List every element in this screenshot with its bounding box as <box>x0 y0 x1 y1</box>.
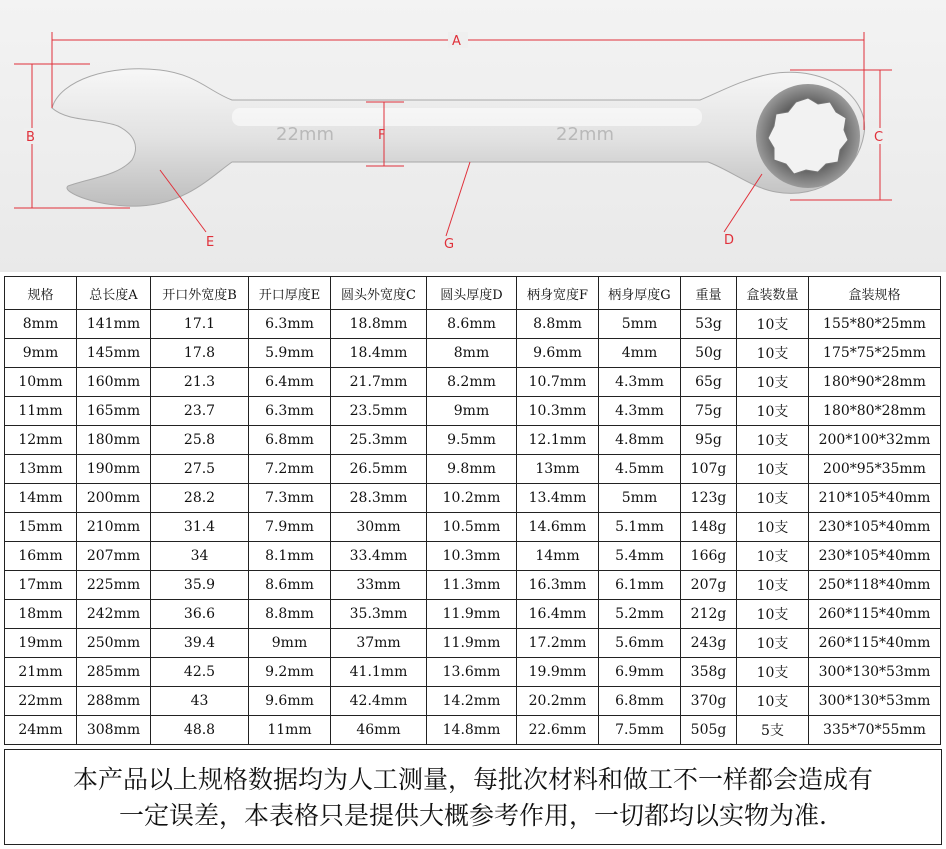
table-cell: 6.9mm <box>599 658 681 687</box>
table-cell: 300*130*53mm <box>809 658 941 687</box>
table-cell: 358g <box>681 658 737 687</box>
dimension-label-a: A <box>452 34 461 49</box>
wrench-diagram <box>0 0 946 272</box>
table-cell: 285mm <box>77 658 151 687</box>
table-cell: 260*115*40mm <box>809 600 941 629</box>
table-cell: 11mm <box>249 716 331 745</box>
table-cell: 13mm <box>5 455 77 484</box>
disclaimer-note <box>4 749 942 845</box>
table-cell: 210mm <box>77 513 151 542</box>
table-row <box>5 397 941 426</box>
table-cell: 9.5mm <box>427 426 517 455</box>
table-cell: 200*95*35mm <box>809 455 941 484</box>
table-cell: 6.3mm <box>249 397 331 426</box>
table-cell: 19.9mm <box>517 658 599 687</box>
table-cell: 10支 <box>737 426 809 455</box>
table-cell: 95g <box>681 426 737 455</box>
table-cell: 300*130*53mm <box>809 687 941 716</box>
table-cell: 14.2mm <box>427 687 517 716</box>
table-cell: 10支 <box>737 310 809 339</box>
table-cell: 24mm <box>5 716 77 745</box>
table-cell: 370g <box>681 687 737 716</box>
table-cell: 9.2mm <box>249 658 331 687</box>
table-cell: 10.7mm <box>517 368 599 397</box>
table-row <box>5 368 941 397</box>
table-cell: 14mm <box>5 484 77 513</box>
table-cell: 210*105*40mm <box>809 484 941 513</box>
table-row <box>5 571 941 600</box>
table-cell: 48.8 <box>151 716 249 745</box>
table-cell: 5.1mm <box>599 513 681 542</box>
table-cell: 7.5mm <box>599 716 681 745</box>
table-cell: 43 <box>151 687 249 716</box>
table-cell: 160mm <box>77 368 151 397</box>
col-header-ring-thickness-d: 圆头厚度D <box>427 277 517 310</box>
table-row <box>5 600 941 629</box>
table-row <box>5 455 941 484</box>
dimension-label-e: E <box>206 235 215 250</box>
table-cell: 8.6mm <box>427 310 517 339</box>
table-cell: 5mm <box>599 484 681 513</box>
table-cell: 8.8mm <box>249 600 331 629</box>
table-cell: 10支 <box>737 629 809 658</box>
col-header-length-a: 总长度A <box>77 277 151 310</box>
table-cell: 42.5 <box>151 658 249 687</box>
table-cell: 9.6mm <box>249 687 331 716</box>
table-cell: 260*115*40mm <box>809 629 941 658</box>
table-cell: 75g <box>681 397 737 426</box>
dimension-label-g: G <box>444 237 455 252</box>
table-cell: 180mm <box>77 426 151 455</box>
table-row <box>5 687 941 716</box>
table-cell: 11.9mm <box>427 629 517 658</box>
table-cell: 8.2mm <box>427 368 517 397</box>
table-cell: 5.4mm <box>599 542 681 571</box>
table-cell: 11.3mm <box>427 571 517 600</box>
table-cell: 27.5 <box>151 455 249 484</box>
col-header-handle-thickness-g: 柄身厚度G <box>599 277 681 310</box>
table-cell: 207mm <box>77 542 151 571</box>
table-cell: 10.3mm <box>517 397 599 426</box>
table-cell: 28.2 <box>151 484 249 513</box>
table-cell: 6.3mm <box>249 310 331 339</box>
note-line-1: 本产品以上规格数据均为人工测量，每批次材料和做工不一样都会造成有 <box>72 765 873 794</box>
table-cell: 15mm <box>5 513 77 542</box>
leader-lines <box>160 162 762 236</box>
wrench-shape <box>52 69 865 206</box>
table-cell: 6.8mm <box>599 687 681 716</box>
table-cell: 141mm <box>77 310 151 339</box>
table-cell: 6.1mm <box>599 571 681 600</box>
table-cell: 4.5mm <box>599 455 681 484</box>
table-cell: 10mm <box>5 368 77 397</box>
table-cell: 14mm <box>517 542 599 571</box>
col-header-box-quantity: 盒装数量 <box>737 277 809 310</box>
table-row <box>5 658 941 687</box>
table-cell: 25.3mm <box>331 426 427 455</box>
table-cell: 17.2mm <box>517 629 599 658</box>
col-header-open-width-b: 开口外宽度B <box>151 277 249 310</box>
table-row <box>5 629 941 658</box>
table-cell: 155*80*25mm <box>809 310 941 339</box>
table-cell: 7.2mm <box>249 455 331 484</box>
dimension-label-f: F <box>378 128 386 143</box>
col-header-ring-width-c: 圆头外宽度C <box>331 277 427 310</box>
table-cell: 18.4mm <box>331 339 427 368</box>
table-cell: 35.9 <box>151 571 249 600</box>
table-cell: 107g <box>681 455 737 484</box>
table-cell: 17mm <box>5 571 77 600</box>
table-cell: 21.3 <box>151 368 249 397</box>
table-cell: 10支 <box>737 455 809 484</box>
table-cell: 4.3mm <box>599 368 681 397</box>
col-header-box-size: 盒装规格 <box>809 277 941 310</box>
table-cell: 123g <box>681 484 737 513</box>
table-cell: 39.4 <box>151 629 249 658</box>
table-row <box>5 513 941 542</box>
table-row <box>5 716 941 745</box>
table-cell: 13mm <box>517 455 599 484</box>
table-cell: 31.4 <box>151 513 249 542</box>
dimension-label-d: D <box>724 233 735 248</box>
table-cell: 35.3mm <box>331 600 427 629</box>
table-header-row <box>5 277 941 310</box>
table-cell: 250*118*40mm <box>809 571 941 600</box>
table-cell: 8.1mm <box>249 542 331 571</box>
table-cell: 10支 <box>737 600 809 629</box>
table-cell: 243g <box>681 629 737 658</box>
table-cell: 34 <box>151 542 249 571</box>
table-cell: 165mm <box>77 397 151 426</box>
table-cell: 145mm <box>77 339 151 368</box>
table-cell: 23.5mm <box>331 397 427 426</box>
table-body <box>5 310 941 745</box>
table-cell: 16mm <box>5 542 77 571</box>
table-cell: 12.1mm <box>517 426 599 455</box>
table-cell: 10.2mm <box>427 484 517 513</box>
table-cell: 242mm <box>77 600 151 629</box>
table-row <box>5 310 941 339</box>
table-cell: 10支 <box>737 687 809 716</box>
table-cell: 230*105*40mm <box>809 542 941 571</box>
table-cell: 7.9mm <box>249 513 331 542</box>
table-cell: 53g <box>681 310 737 339</box>
table-cell: 42.4mm <box>331 687 427 716</box>
dimension-label-c: C <box>874 130 884 145</box>
table-cell: 230*105*40mm <box>809 513 941 542</box>
table-cell: 9mm <box>249 629 331 658</box>
table-cell: 33mm <box>331 571 427 600</box>
table-cell: 10支 <box>737 397 809 426</box>
table-cell: 11.9mm <box>427 600 517 629</box>
table-cell: 17.1 <box>151 310 249 339</box>
table-row <box>5 484 941 513</box>
table-cell: 10支 <box>737 513 809 542</box>
table-cell: 28.3mm <box>331 484 427 513</box>
table-cell: 4mm <box>599 339 681 368</box>
table-cell: 4.8mm <box>599 426 681 455</box>
table-cell: 21.7mm <box>331 368 427 397</box>
engraving-right: 22mm <box>556 124 614 145</box>
table-cell: 212g <box>681 600 737 629</box>
table-cell: 200*100*32mm <box>809 426 941 455</box>
table-cell: 20.2mm <box>517 687 599 716</box>
table-cell: 9.6mm <box>517 339 599 368</box>
table-cell: 16.3mm <box>517 571 599 600</box>
col-header-open-thickness-e: 开口厚度E <box>249 277 331 310</box>
engraving-left: 22mm <box>276 124 334 145</box>
table-cell: 21mm <box>5 658 77 687</box>
col-header-weight: 重量 <box>681 277 737 310</box>
table-cell: 10支 <box>737 368 809 397</box>
table-cell: 13.4mm <box>517 484 599 513</box>
table-cell: 200mm <box>77 484 151 513</box>
table-cell: 22mm <box>5 687 77 716</box>
note-line-2: 一定误差，本表格只是提供大概参考作用，一切都均以实物为准. <box>119 801 827 830</box>
table-cell: 11mm <box>5 397 77 426</box>
table-cell: 36.6 <box>151 600 249 629</box>
table-cell: 8.8mm <box>517 310 599 339</box>
table-cell: 6.4mm <box>249 368 331 397</box>
table-cell: 23.7 <box>151 397 249 426</box>
table-cell: 10.5mm <box>427 513 517 542</box>
table-cell: 8.6mm <box>249 571 331 600</box>
table-cell: 5.9mm <box>249 339 331 368</box>
table-cell: 5.2mm <box>599 600 681 629</box>
table-cell: 10支 <box>737 658 809 687</box>
table-cell: 5支 <box>737 716 809 745</box>
col-header-handle-width-f: 柄身宽度F <box>517 277 599 310</box>
wrench-drawing <box>0 0 946 272</box>
table-cell: 14.8mm <box>427 716 517 745</box>
table-cell: 17.8 <box>151 339 249 368</box>
table-cell: 25.8 <box>151 426 249 455</box>
table-row <box>5 339 941 368</box>
table-cell: 6.8mm <box>249 426 331 455</box>
table-cell: 175*75*25mm <box>809 339 941 368</box>
table-cell: 9mm <box>427 397 517 426</box>
table-cell: 190mm <box>77 455 151 484</box>
table-cell: 148g <box>681 513 737 542</box>
table-cell: 50g <box>681 339 737 368</box>
dimension-label-b: B <box>26 130 35 145</box>
table-cell: 12mm <box>5 426 77 455</box>
table-cell: 14.6mm <box>517 513 599 542</box>
table-cell: 19mm <box>5 629 77 658</box>
table-row <box>5 426 941 455</box>
table-row <box>5 542 941 571</box>
table-cell: 10支 <box>737 542 809 571</box>
table-cell: 37mm <box>331 629 427 658</box>
table-cell: 41.1mm <box>331 658 427 687</box>
table-cell: 16.4mm <box>517 600 599 629</box>
table-cell: 7.3mm <box>249 484 331 513</box>
table-cell: 225mm <box>77 571 151 600</box>
table-cell: 13.6mm <box>427 658 517 687</box>
table-cell: 250mm <box>77 629 151 658</box>
table-cell: 207g <box>681 571 737 600</box>
table-cell: 9mm <box>5 339 77 368</box>
table-cell: 33.4mm <box>331 542 427 571</box>
table-cell: 10支 <box>737 571 809 600</box>
table-cell: 46mm <box>331 716 427 745</box>
table-cell: 65g <box>681 368 737 397</box>
col-header-spec: 规格 <box>5 277 77 310</box>
table-cell: 22.6mm <box>517 716 599 745</box>
table-cell: 30mm <box>331 513 427 542</box>
table-cell: 5.6mm <box>599 629 681 658</box>
table-cell: 4.3mm <box>599 397 681 426</box>
table-cell: 335*70*55mm <box>809 716 941 745</box>
table-cell: 9.8mm <box>427 455 517 484</box>
table-cell: 26.5mm <box>331 455 427 484</box>
table-cell: 288mm <box>77 687 151 716</box>
table-cell: 180*90*28mm <box>809 368 941 397</box>
table-cell: 5mm <box>599 310 681 339</box>
table-cell: 308mm <box>77 716 151 745</box>
table-cell: 10支 <box>737 339 809 368</box>
table-cell: 180*80*28mm <box>809 397 941 426</box>
table-cell: 10.3mm <box>427 542 517 571</box>
table-cell: 10支 <box>737 484 809 513</box>
spec-table <box>4 276 941 745</box>
table-cell: 8mm <box>427 339 517 368</box>
table-cell: 18.8mm <box>331 310 427 339</box>
table-cell: 505g <box>681 716 737 745</box>
table-cell: 18mm <box>5 600 77 629</box>
table-cell: 166g <box>681 542 737 571</box>
table-cell: 8mm <box>5 310 77 339</box>
